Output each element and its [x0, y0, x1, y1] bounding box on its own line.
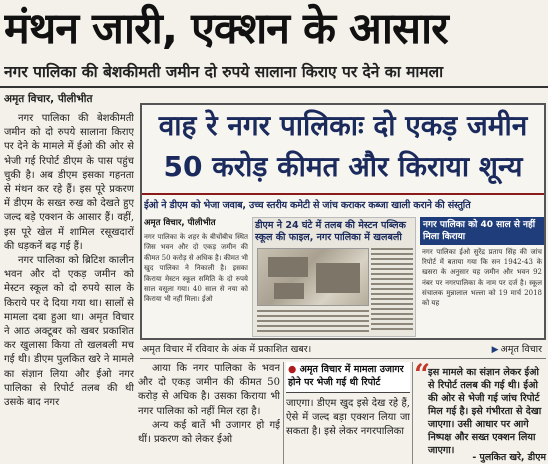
article-paragraph: नगर पालिका की बेशकीमती जमीन को दो रुपये सालाना किराए पर देने के मामले में ईओ की ओर से भेजी गई रिपोर्ट डीएम के पास पहुंच चुकी है। अब डीएम इसका गहनता से मंथन कर रहे हैं। इस पूरे प्रकरण में डीएम के सख्त रुख को देखते हुए जल्द बड़े एक्शन के आसार हैं। वहीं, इस पूरे खेल में शामिल रसूखदारों की धड़कनें बढ़ गई हैं। — [4, 113, 134, 252]
inner-clipping-image — [252, 217, 416, 337]
page-headline: मंथन जारी, एक्शन के आसार — [4, 4, 448, 54]
inner-clipping-text-lines — [371, 248, 413, 334]
triangle-bullet-icon: ▶ — [491, 345, 499, 355]
divider-rule — [0, 86, 548, 88]
inner-clipping-lower-lines — [257, 310, 369, 336]
clipping-left-column — [144, 217, 248, 337]
dateline: अमृत विचार, पीलीभीत — [4, 93, 93, 105]
article-paragraph: नगर पालिका को ब्रिटिश कालीन भवन और दो एकड़ जमीन को मेस्टन स्कूल को दो रुपये साल के किराये पर दे दिया गया था। सालों से मामला दबा हुआ था। अमृत विचार ने आठ अक्टूबर को खबर प्रकाशित कर खुलासा किया तो खलबली मच गई थी। डीएम पुलकित खरे ने मामले का संज्ञान लिया और ईओ नगर पालिका से रिपोर्ट तलब की थी उसके बाद नगर — [4, 255, 134, 409]
inner-clipping-headline: डीएम ने 24 घंटे में तलब की मेस्टन पब्लिक स्कूल की फाइल, नगर पालिका में खलबली — [255, 220, 406, 243]
photo-credit — [492, 341, 542, 359]
inset-headline-box — [286, 362, 410, 393]
featured-clipping-box — [140, 103, 546, 340]
clipping-right-column — [420, 217, 544, 337]
sub-headline: नगर पालिका की बेशकीमती जमीन दो रुपये सालाना किराए पर देने का मामला — [4, 63, 444, 81]
bullet-icon: ● — [288, 364, 297, 375]
clipping-caption — [142, 341, 311, 359]
left-column-article — [4, 112, 134, 464]
clipping-headline — [142, 105, 544, 191]
clipping-left-text: नगर पालिका के शहर के बीचोंबीच स्थित जिस भवन और दो एकड़ जमीन की कीमत 50 करोड़ से अधिक है। कीमत भी खुद पालिका ने निकाली है। इसका किराया मेस्टन स्कूल समिति के दो रुपये साल वसूला गया। 40 साल से नया को किराया भी नहीं मिला। ईओ — [144, 233, 248, 304]
column-divider — [412, 362, 413, 464]
caption-text: अमृत विचार में रविवार के अंक में प्रकाशित खबर। — [142, 344, 312, 355]
article-paragraph: आया कि नगर पालिका के भवन और दो एकड़ जमीन की कीमत 50 करोड़ से अधिक है। उसका किराया भी नगर पालिका को नहीं मिल रहा है। — [138, 363, 280, 417]
inset-body: जाएगा। डीएम खुद इसे देख रहे हैं, ऐसे में जल्द बड़ा एक्शन लिया जा सकता है। इसे लेकर नगरपालिका — [286, 398, 410, 438]
column-divider — [283, 362, 284, 464]
middle-column-article — [138, 362, 280, 464]
pull-quote — [414, 362, 548, 464]
inner-clipping-photo — [257, 248, 369, 306]
inset-headline: अमृत विचार में मामला उजागर होने पर भेजी गई थी रिपोर्ट — [288, 364, 404, 388]
clipping-caption-bar — [140, 341, 546, 359]
clipping-headline-line1: वाह रे नगर पालिकाः दो एकड़ जमीन — [158, 109, 528, 142]
credit-text: अमृत विचार — [500, 344, 542, 355]
clipping-right-heading: नगर पालिका को 40 साल से नहीं मिला किराया — [420, 217, 544, 245]
inset-box — [286, 362, 410, 464]
quote-signature: - पुलकित खरे, डीएम — [472, 452, 546, 463]
clipping-right-text: नगर पालिका ईओ सुरेंद्र प्रताप सिंह की जांच रिपोर्ट में बताया गया कि सन 1942-43 के खसरा के अनुसार यह जमीन और भवन 92 नंबर पर नगरपालिका के नाम पर दर्ज है। स्कूल संचालक मुन्नालाल भल्ला को 19 मार्च 2018 को यह — [422, 248, 542, 308]
clipping-headline-line2: 50 करोड़ कीमत और किराया शून्य — [163, 150, 523, 183]
article-paragraph: अन्य कई बातें भी उजागर हो गई थीं। प्रकरण को लेकर ईओ — [138, 419, 280, 446]
clipping-deck: ईओ ने डीएम को भेजा जवाब, उच्च स्तरीय कमेटी से जांच कराकर कब्जा खाली कराने की संस्तुति — [144, 200, 471, 211]
clipping-byline: अमृत विचार, पीलीभीत — [144, 218, 216, 228]
quote-mark-icon: “ — [414, 362, 431, 391]
quote-text: इस मामले का संज्ञान लेकर ईओ से रिपोर्ट तलब की गई थी। ईओ की ओर से भेजी गई जांच रिपोर्ट मिल गई है। इसे गंभीरता से देखा जाएगा। उसी आधार पर आगे निष्पक्ष और सख्त एक्शन लिया जाएगा। — [428, 367, 542, 456]
clipping-divider — [142, 193, 544, 195]
